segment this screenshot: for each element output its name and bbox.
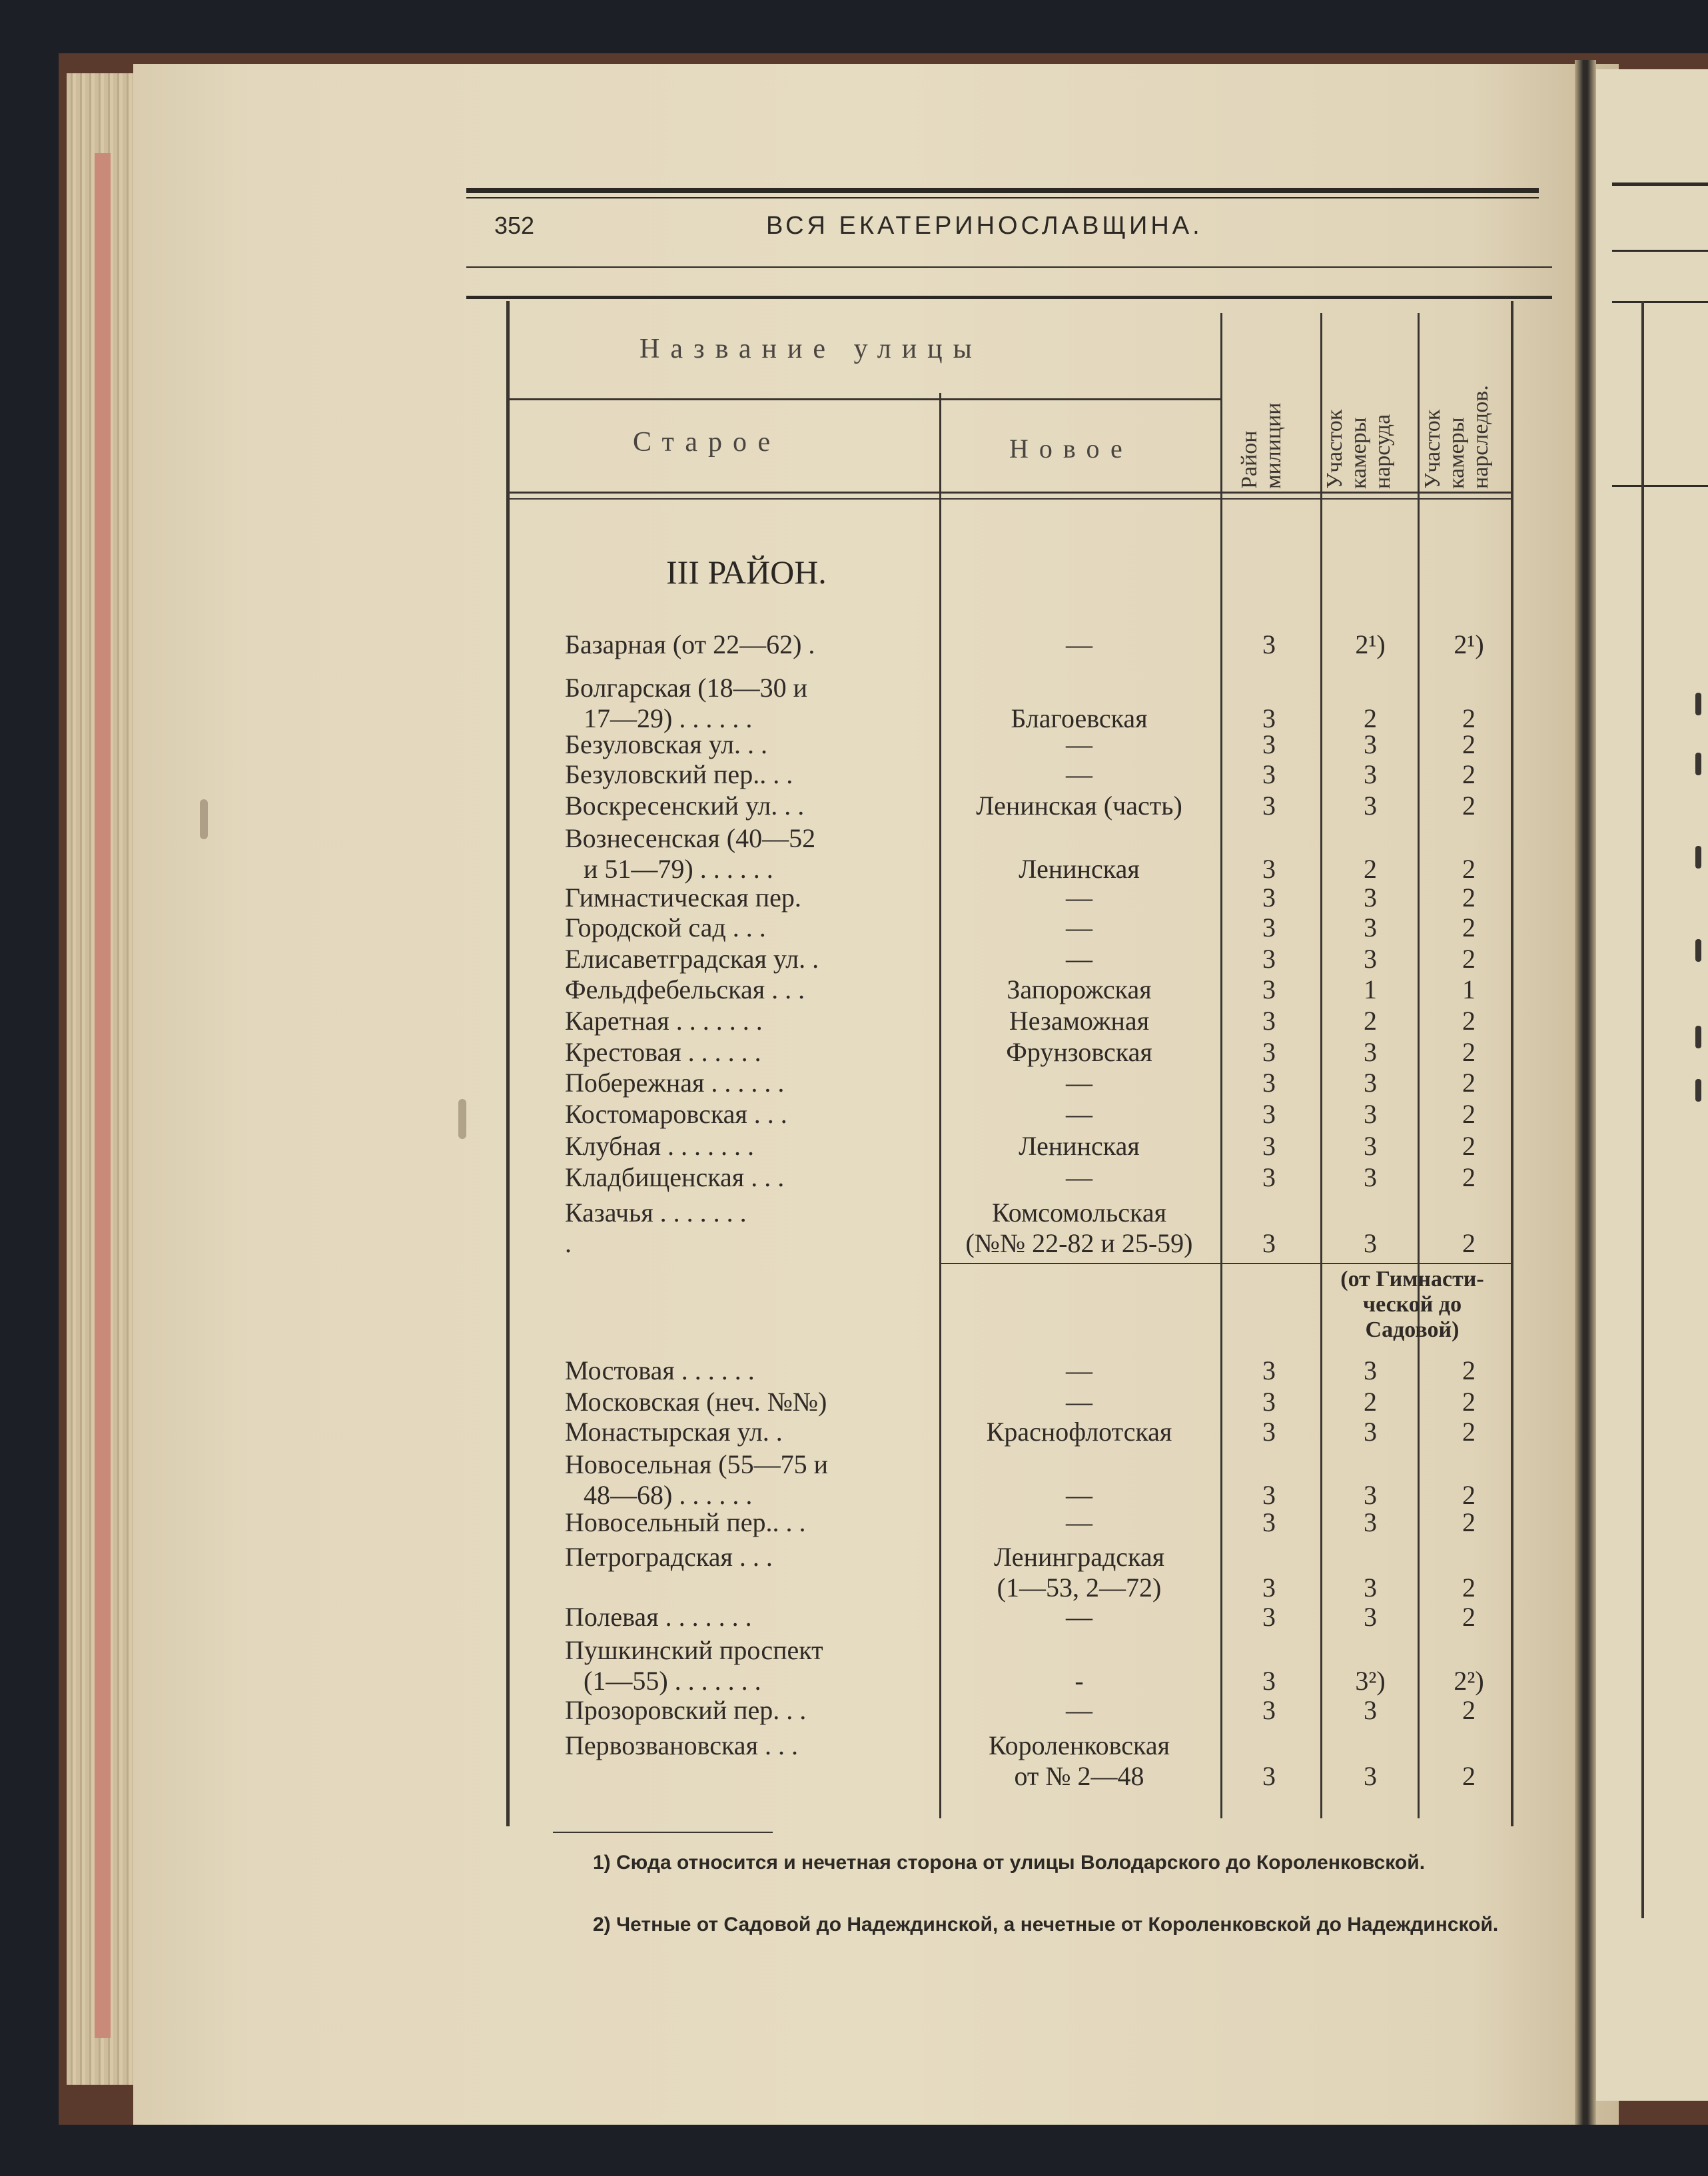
old-street-name [565,791,804,821]
header-line: нарследов. [1468,385,1493,489]
text-line: (1—53, 2—72) [997,1573,1162,1603]
narsled-section: 2 [1462,1355,1476,1385]
narsud-section: 2 [1364,1387,1377,1417]
narsud-section: 3 [1364,729,1377,759]
new-street-name [939,1099,1219,1130]
header-bottom-rule [509,492,1512,494]
next-page-rule [1612,250,1708,252]
text-line: Клубная . . . . . . . [565,1131,755,1161]
text-line: — [1066,1387,1092,1417]
text-line: Болгарская (18—30 и [565,673,808,703]
text-line: Ленинская (часть) [976,791,1182,821]
note-line: Садовой) [1365,1317,1460,1342]
note-line: (от Гимнасти- [1340,1267,1484,1291]
text-line: — [1066,1068,1092,1098]
narsud-section: 3 [1364,912,1377,942]
red-page-edge [95,153,111,2038]
militia-district: 3 [1262,1006,1276,1036]
militia-district: 3 [1262,1602,1276,1632]
new-street-name [939,912,1219,943]
next-page-text-fragment [1695,753,1701,775]
old-street-name [565,673,807,734]
column-divider [1418,313,1420,1818]
header-bottom-rule-2 [509,498,1512,500]
footnote-2: 2) Четные от Садовой до Надеждинской, а нечетные от Короленковской до Надеждинской. [593,1914,1499,1936]
narsud-section: 2 [1364,854,1377,884]
text-line: Безуловская ул. . . [565,729,767,759]
text-line: (1—55) . . . . . . . [584,1666,761,1696]
old-street-name [565,823,815,885]
text-line: Воскресенский ул. . . [565,791,805,821]
new-street-name [939,1068,1219,1098]
text-line: Пушкинский проспект [565,1635,823,1665]
militia-district: 3 [1262,1068,1276,1098]
text-line: Елисаветградская ул. . [565,944,819,974]
text-line: — [1066,1480,1092,1510]
text-line: Крестовая . . . . . . [565,1037,761,1067]
narsud-section: 3 [1364,1507,1377,1537]
text-line: Запорожская [1007,974,1152,1004]
narsud-section: 3 [1364,1131,1377,1161]
text-line: Ленинградская [993,1542,1165,1572]
text-line: — [1066,1695,1092,1725]
text-line: Монастырская ул. . [565,1417,783,1447]
militia-district: 3 [1262,1162,1276,1192]
militia-district: 3 [1262,1695,1276,1725]
militia-district: 3 [1262,759,1276,789]
next-page-text-fragment [1695,693,1701,715]
next-page-text-fragment [1695,1079,1701,1102]
old-street-name [565,1099,787,1130]
note-line: ческой до [1362,1292,1462,1317]
narsled-section: 2 [1462,1099,1476,1129]
old-street-name [565,759,793,790]
narsled-section: 2 [1462,1387,1476,1417]
next-page-rule [1612,301,1708,303]
header-street-name: Название улицы [640,334,983,364]
text-line: Ленинская [1019,854,1140,884]
narsled-section: 2 [1462,912,1476,942]
text-line: — [1066,1355,1092,1385]
narsled-section: 2 [1462,1228,1476,1258]
narsud-section: 3 [1364,1228,1377,1258]
header-line: милиции [1261,402,1286,489]
text-line: Благоевская [1011,703,1148,733]
text-line: от № 2—48 [1014,1761,1144,1791]
old-street-name [565,1198,747,1259]
next-page-text-fragment [1695,846,1701,869]
column-divider [1320,313,1322,1818]
text-line: Новосельная (55—75 и [565,1449,828,1479]
narsud-section: 3 [1364,1761,1377,1791]
next-page-strip [1596,69,1708,2101]
new-street-name [939,1480,1219,1511]
new-street-name [939,1695,1219,1726]
narsud-section: 3 [1364,1695,1377,1725]
text-line: — [1066,1602,1092,1632]
narsled-section: 2 [1462,729,1476,759]
text-line: Побережная . . . . . . [565,1068,785,1098]
old-street-name [565,1037,761,1068]
narsud-section: 3 [1364,1037,1377,1067]
old-street-name [565,1695,806,1726]
old-street-name [565,974,805,1005]
old-street-name [565,1068,784,1098]
text-line: — [1066,1099,1092,1129]
next-page-text-fragment [1695,1026,1701,1048]
old-street-name [565,944,819,974]
narsled-section: 2 [1462,1761,1476,1791]
narsud-section: 3 [1364,1602,1377,1632]
narsled-section: 2²) [1454,1666,1484,1696]
text-line: — [1066,729,1092,759]
text-line: — [1066,629,1092,659]
kazachya-row-divider [939,1263,1512,1264]
new-street-name [939,1162,1219,1193]
old-street-name [565,1635,823,1696]
narsled-section: 2 [1462,1602,1476,1632]
text-line: Ленинская [1019,1131,1140,1161]
narsud-section: 3 [1364,1573,1377,1603]
narsled-section: 2 [1462,1695,1476,1725]
running-title: ВСЯ ЕКАТЕРИНОСЛАВЩИНА. [766,212,1203,240]
new-street-name [939,1006,1219,1036]
new-street-name [939,1417,1219,1447]
header-line: камеры [1444,417,1469,489]
militia-district: 3 [1262,703,1276,733]
header-new-name: Новое [1009,434,1133,464]
militia-district: 3 [1262,1666,1276,1696]
narsud-section: 3 [1364,759,1377,789]
narsud-section: 3 [1364,1068,1377,1098]
footnote-1: 1) Сюда относится и нечетная сторона от улицы Володарского до Короленковской. [593,1852,1426,1874]
militia-district: 3 [1262,944,1276,974]
new-street-name [939,1198,1219,1259]
narsled-section: 1 [1462,974,1476,1004]
table-left-border [506,301,510,1826]
section-title: III РАЙОН. [666,553,827,591]
new-street-name [939,1542,1219,1603]
narsud-section: 2 [1364,703,1377,733]
next-page-table-line [1641,301,1644,1918]
header-militia-label [1238,403,1286,489]
text-line: Каретная . . . . . . . [565,1006,763,1036]
new-street-name [939,1602,1219,1632]
text-line: — [1066,1162,1092,1192]
header-rule-thin [466,197,1539,198]
narsud-section: 3 [1364,1480,1377,1510]
old-street-name [565,1387,827,1417]
new-street-name [939,759,1219,790]
old-street-name [565,883,801,913]
header-line: камеры [1346,417,1371,489]
text-line: Фельдфебельская . . . [565,974,805,1004]
narsud-section: 3 [1364,1417,1377,1447]
text-line: — [1066,883,1092,912]
new-street-name [939,629,1219,660]
narsled-section: 2 [1462,1417,1476,1447]
text-line: — [1066,912,1092,942]
narsled-section: 2 [1462,944,1476,974]
old-street-name [565,1355,755,1386]
new-street-name [939,1730,1219,1792]
header-rule-thick [466,188,1539,193]
text-line: Незаможная [1009,1006,1150,1036]
militia-district: 3 [1262,1507,1276,1537]
narsud-section: 2¹) [1355,629,1386,659]
narsud-section: 3 [1364,1099,1377,1129]
book-gutter [1575,60,1596,2125]
narsud-section: 2 [1364,1006,1377,1036]
next-page-rule [1612,485,1708,487]
old-street-name [565,1162,784,1193]
header-rule-bottom [466,266,1552,268]
militia-district: 3 [1262,629,1276,659]
text-line: . [565,1228,572,1258]
text-line: Костомаровская . . . [565,1099,787,1129]
old-street-name [565,1006,763,1036]
new-street-name [939,1355,1219,1386]
new-street-name [939,791,1219,821]
militia-district: 3 [1262,1573,1276,1603]
militia-district: 3 [1262,1761,1276,1791]
page-number: 352 [494,212,535,239]
text-line: Мостовая . . . . . . [565,1355,755,1385]
militia-district: 3 [1262,974,1276,1004]
text-line: Гимнастическая пер. [565,883,801,912]
old-street-name [565,1602,752,1632]
narsud-section: 3 [1364,1355,1377,1385]
text-line: Полевая . . . . . . . [565,1602,752,1632]
header-line: Участок [1322,409,1347,489]
text-line: Петроградская . . . [565,1542,773,1572]
new-street-name [939,1507,1219,1538]
text-line: Городской сад . . . [565,912,766,942]
text-line: Безуловский пер.. . . [565,759,793,789]
militia-district: 3 [1262,1355,1276,1385]
footnote-rule [553,1832,773,1833]
header-line: Район [1237,430,1262,489]
text-line: Первозвановская . . . [565,1730,798,1760]
text-line: и 51—79) . . . . . . [584,854,773,884]
militia-district: 3 [1262,854,1276,884]
narsled-section: 2 [1462,1162,1476,1192]
text-line: Базарная (от 22—62) . [565,629,815,659]
old-street-name [565,1449,828,1511]
text-line: — [1066,1507,1092,1537]
new-street-name [939,854,1219,885]
narsled-section: 2 [1462,1131,1476,1161]
text-line: (№№ 22-82 и 25-59) [965,1228,1193,1258]
militia-district: 3 [1262,1228,1276,1258]
old-street-name [565,1730,798,1761]
header-line: Участок [1420,409,1445,489]
text-line: Кладбищенская . . . [565,1162,785,1192]
narsled-section: 2 [1462,854,1476,884]
narsud-section: 3 [1364,1162,1377,1192]
text-line: — [1066,944,1092,974]
narsled-section: 2¹) [1454,629,1484,659]
old-street-name [565,1507,806,1538]
header-narsud-label [1323,410,1395,489]
old-street-name [565,1131,754,1162]
narsud-section: 3 [1364,791,1377,821]
text-line: - [1074,1666,1084,1696]
militia-district: 3 [1262,1417,1276,1447]
header-old-name: Старое [633,427,781,458]
militia-district: 3 [1262,791,1276,821]
narsled-section: 2 [1462,1507,1476,1537]
narsled-section: 2 [1462,791,1476,821]
militia-district: 3 [1262,1480,1276,1510]
new-street-name [939,1037,1219,1068]
text-line: Прозоровский пер. . . [565,1695,807,1725]
table-right-border [1511,301,1513,1826]
narsud-section: 3 [1364,883,1377,912]
kazachya-note [1322,1267,1502,1343]
militia-district: 3 [1262,912,1276,942]
old-street-name [565,1542,773,1573]
new-street-name [939,729,1219,760]
militia-district: 3 [1262,1099,1276,1129]
text-line: — [1066,759,1092,789]
text-line: Короленковская [988,1730,1170,1760]
text-line: Московская (неч. №№) [565,1387,827,1417]
new-street-name [939,883,1219,913]
old-street-name [565,629,815,660]
narsled-section: 2 [1462,703,1476,733]
old-street-name [565,912,766,943]
smudge-mark [458,1099,466,1139]
text-line: Фрунзовская [1006,1037,1152,1067]
next-page-text-fragment [1695,939,1701,962]
narsled-section: 2 [1462,1037,1476,1067]
narsled-section: 2 [1462,1068,1476,1098]
narsled-section: 2 [1462,1480,1476,1510]
text-line: Краснофлотская [986,1417,1172,1447]
column-divider [1220,313,1222,1818]
narsled-section: 2 [1462,1573,1476,1603]
text-line: Вознесенская (40—52 [565,823,816,853]
smudge-mark [200,799,208,839]
old-street-name [565,1417,783,1447]
narsud-section: 3²) [1355,1666,1386,1696]
text-line: Казачья . . . . . . . [565,1198,747,1228]
text-line: 48—68) . . . . . . [584,1480,753,1510]
militia-district: 3 [1262,1387,1276,1417]
narsled-section: 2 [1462,1006,1476,1036]
table-top-rule [466,296,1552,299]
old-street-name [565,729,767,760]
header-divider [509,398,1220,400]
new-street-name [939,1666,1219,1696]
header-narsled-label [1421,385,1493,489]
narsled-section: 2 [1462,759,1476,789]
text-line: Новосельный пер.. . . [565,1507,806,1537]
new-street-name [939,1387,1219,1417]
text-line: 17—29) . . . . . . [584,703,753,733]
militia-district: 3 [1262,1131,1276,1161]
militia-district: 3 [1262,729,1276,759]
new-street-name [939,974,1219,1005]
narsud-section: 1 [1364,974,1377,1004]
militia-district: 3 [1262,1037,1276,1067]
narsud-section: 3 [1364,944,1377,974]
text-line: Комсомольская [992,1198,1166,1228]
new-street-name [939,1131,1219,1162]
header-line: нарсуда [1370,414,1395,489]
next-page-rule [1612,182,1708,186]
new-street-name [939,944,1219,974]
narsled-section: 2 [1462,883,1476,912]
militia-district: 3 [1262,883,1276,912]
